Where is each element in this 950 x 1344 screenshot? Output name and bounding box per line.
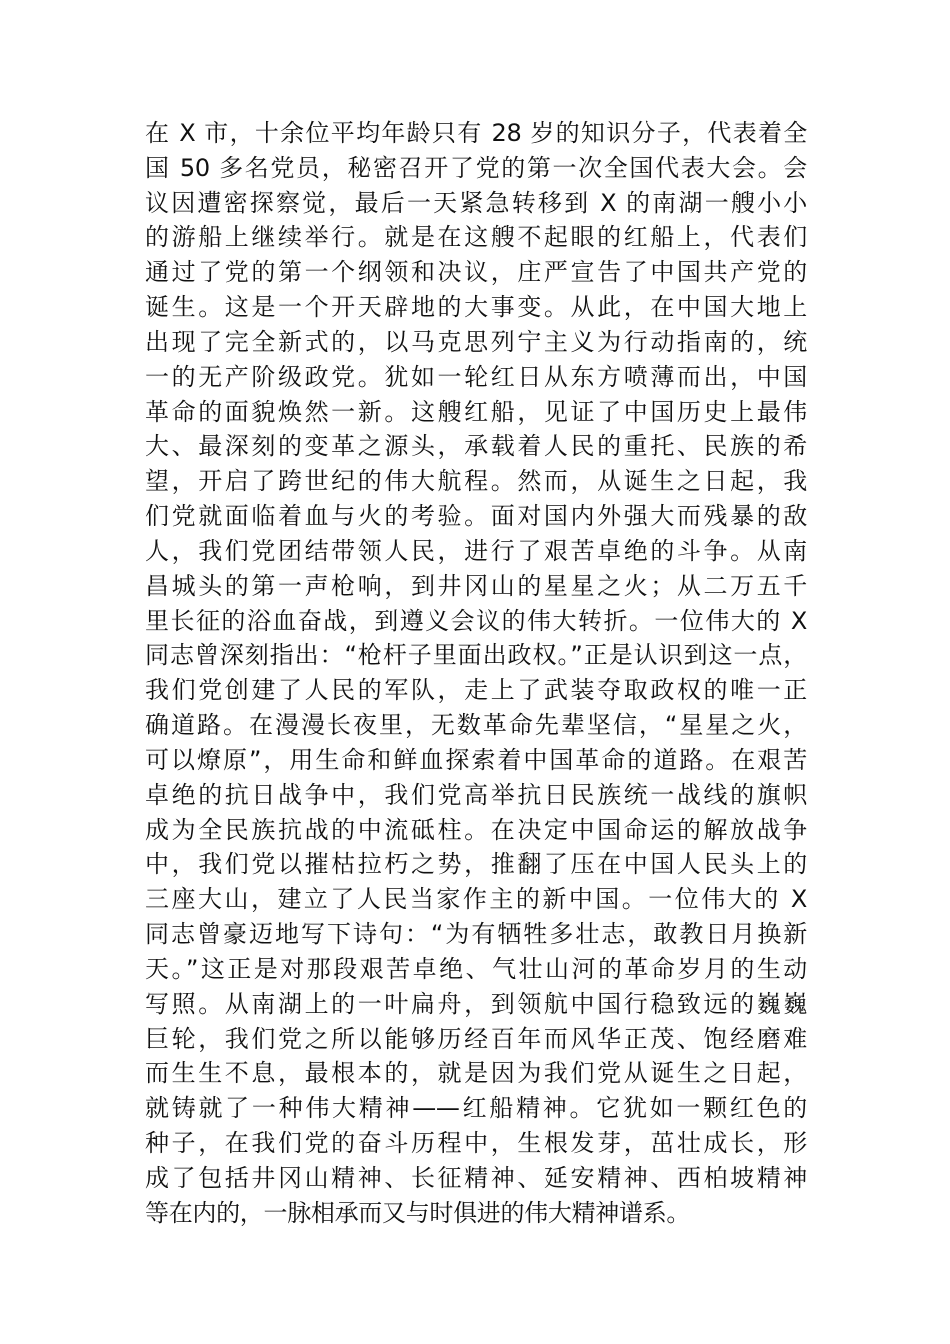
paragraph-line: 的游船上继续举行。就是在这艘不起眼的红船上，代表们	[145, 223, 807, 252]
paragraph-line: 成为全民族抗战的中流砥柱。在决定中国命运的解放战争	[145, 815, 807, 844]
paragraph-line: 成了包括井冈山精神、长征精神、延安精神、西柏坡精神	[145, 1163, 807, 1192]
paragraph-line: 一的无产阶级政党。犹如一轮红日从东方喷薄而出，中国	[145, 362, 807, 391]
paragraph-line: 诞生。这是一个开天辟地的大事变。从此，在中国大地上	[145, 293, 807, 322]
paragraph-line: 等在内的，一脉相承而又与时俱进的伟大精神谱系。	[145, 1198, 691, 1227]
paragraph-line: 大、最深刻的变革之源头，承载着人民的重托、民族的希	[145, 432, 807, 461]
paragraph-line: 天。”这正是对那段艰苦卓绝、气壮山河的革命岁月的生动	[145, 954, 807, 983]
paragraph-line: 而生生不息，最根本的，就是因为我们党从诞生之日起，	[145, 1059, 807, 1088]
document-body	[145, 116, 807, 1231]
paragraph-line: 出现了完全新式的，以马克思列宁主义为行动指南的，统	[145, 327, 807, 356]
paragraph-line: 们党就面临着血与火的考验。面对国内外强大而残暴的敌	[145, 502, 807, 531]
paragraph-line: 通过了党的第一个纲领和决议，庄严宣告了中国共产党的	[145, 258, 807, 287]
paragraph-line: 昌城头的第一声枪响，到井冈山的星星之火；从二万五千	[145, 571, 807, 600]
paragraph-line: 同志曾豪迈地写下诗句：“为有牺牲多壮志，敢教日月换新	[145, 920, 807, 949]
paragraph-line: 人，我们党团结带领人民，进行了艰苦卓绝的斗争。从南	[145, 536, 807, 565]
paragraph-line: 在 X 市，十余位平均年龄只有 28 岁的知识分子，代表着全	[145, 119, 807, 147]
paragraph-line: 写照。从南湖上的一叶扁舟，到领航中国行稳致远的巍巍	[145, 989, 807, 1018]
paragraph-line: 巨轮，我们党之所以能够历经百年而风华正茂、饱经磨难	[145, 1024, 807, 1053]
paragraph-line: 种子，在我们党的奋斗历程中，生根发芽，茁壮成长，形	[145, 1129, 807, 1158]
paragraph-line: 三座大山，建立了人民当家作主的新中国。一位伟大的 X	[145, 885, 807, 914]
paragraph-line: 可以燎原”，用生命和鲜血探索着中国革命的道路。在艰苦	[145, 745, 807, 774]
paragraph-line: 革命的面貌焕然一新。这艘红船，见证了中国历史上最伟	[145, 397, 807, 426]
paragraph-line: 我们党创建了人民的军队，走上了武装夺取政权的唯一正	[145, 676, 807, 705]
paragraph-line: 同志曾深刻指出：“枪杆子里面出政权。”正是认识到这一点，	[145, 641, 807, 670]
paragraph-line: 国 50 多名党员，秘密召开了党的第一次全国代表大会。会	[145, 153, 807, 182]
paragraph-line: 卓绝的抗日战争中，我们党高举抗日民族统一战线的旗帜	[145, 780, 807, 809]
paragraph-line: 确道路。在漫漫长夜里，无数革命先辈坚信，“星星之火，	[145, 711, 807, 740]
paragraph-line: 中，我们党以摧枯拉朽之势，推翻了压在中国人民头上的	[145, 850, 807, 879]
paragraph-line: 望，开启了跨世纪的伟大航程。然而，从诞生之日起，我	[145, 467, 807, 496]
paragraph-line: 里长征的浴血奋战，到遵义会议的伟大转折。一位伟大的 X	[145, 606, 807, 635]
paragraph-line: 议因遭密探察觉，最后一天紧急转移到 X 的南湖一艘小小	[145, 188, 807, 217]
paragraph-line: 就铸就了一种伟大精神——红船精神。它犹如一颗红色的	[145, 1094, 807, 1123]
